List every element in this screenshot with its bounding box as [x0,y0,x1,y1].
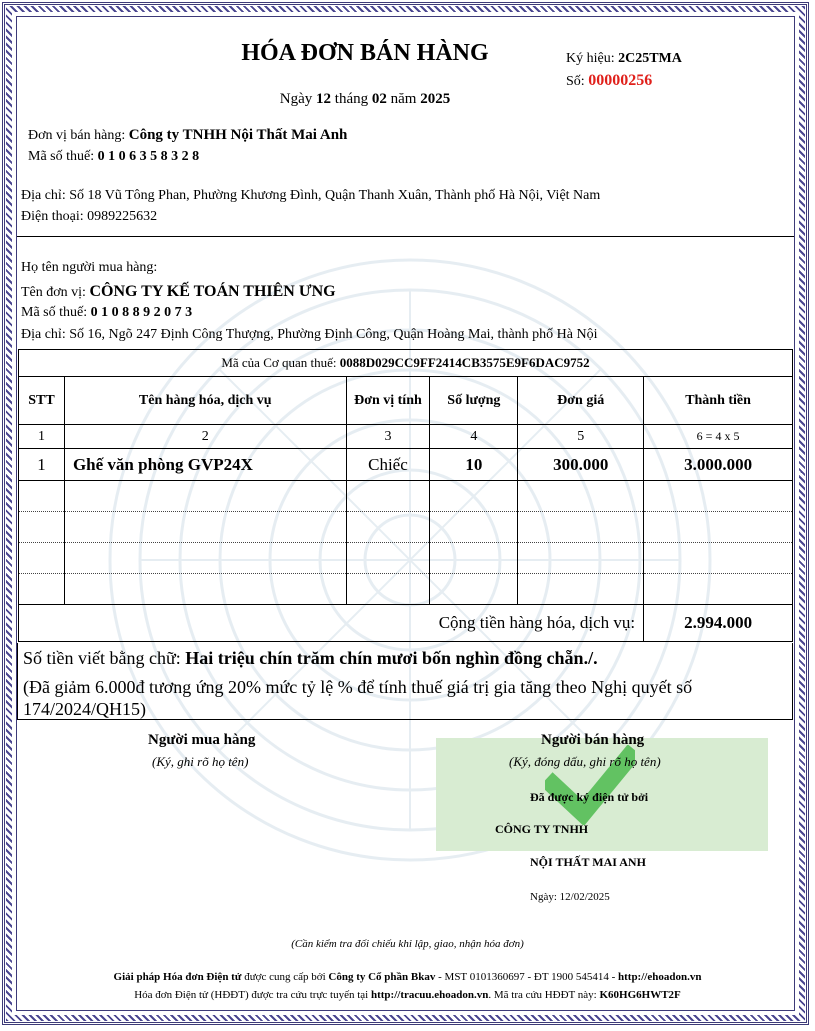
seller-tax-code: Mã số thuế: 0 1 0 6 3 5 8 3 2 8 [28,149,200,164]
signed-date: Ngày: 12/02/2025 [530,891,610,903]
lookup-line: Hóa đơn Điện tử (HĐĐT) được tra cứu trực tuyến tại http://tracuu.ehoadon.vn. Mã tra cứu HĐĐT này: K60HG6HWT2F [134,989,681,1001]
signed-company-line2: NỘI THẤT MAI ANH [530,855,646,869]
total-row [19,605,793,642]
empty-row [19,543,793,574]
table-row [19,449,793,481]
buyer-address: Địa chỉ: Số 16, Ngõ 247 Định Công Thượng, Phường Định Công, Quận Hoàng Mai, thành phố Hà Nội [21,327,598,342]
tax-authority-code: Mã của Cơ quan thuế: 0088D029CC9FF2414CB3575E9F6DAC9752 [19,350,793,377]
seller-name: Đơn vị bán hàng: Công ty TNHH Nội Thất Mai Anh [28,127,348,143]
buyer-signature-note: (Ký, ghi rõ họ tên) [152,754,249,769]
row-name: Ghế văn phòng GVP24X [64,449,346,481]
index-cell: 6 = 4 x 5 [644,425,793,449]
header-stt: STT [28,392,55,408]
empty-row [19,512,793,543]
invoice-serial: Ký hiệu: 2C25TMA [566,51,682,66]
divider [17,643,18,720]
row-stt: 1 [19,449,65,481]
seller-phone: Điện thoại: 0989225632 [21,209,158,224]
verification-note: (Cần kiểm tra đối chiếu khi lập, giao, nhận hóa đơn) [291,938,524,950]
row-qty: 10 [430,449,518,481]
empty-row [19,481,793,512]
table-header-row [19,377,793,425]
row-price: 300.000 [518,449,644,481]
index-cell: 1 [19,425,65,449]
buyer-unit: Tên đơn vị: CÔNG TY KẾ TOÁN THIÊN ƯNG [21,283,336,300]
header-price: Đơn giá [557,392,605,408]
amount-in-words: Số tiền viết bằng chữ: Hai triệu chín trăm chín mươi bốn nghìn đồng chẵn./. [23,648,598,668]
divider [17,236,794,237]
tracuu-link[interactable]: http://tracuu.ehoadon.vn [370,989,489,1001]
index-cell: 2 [64,425,346,449]
items-table [18,349,793,642]
header-name: Tên hàng hóa, dịch vụ [138,392,272,408]
divider [17,719,793,720]
tax-reduction-note: (Đã giảm 6.000đ tương ứng 20% mức tỷ lệ % để tính thuế giá trị gia tăng theo Nghị quyết số 174/2024/QH15) [23,677,693,719]
header-unit: Đơn vị tính [354,392,422,408]
header-qty: Số lượng [447,392,501,408]
ehoadon-link[interactable]: http://ehoadon.vn [618,971,702,983]
signed-company-line1: CÔNG TY TNHH [495,822,589,836]
row-unit: Chiếc [346,449,430,481]
seller-signature-note: (Ký, đóng dấu, ghi rõ họ tên) [509,754,661,769]
invoice-title: HÓA ĐƠN BÁN HÀNG [241,40,489,66]
seller-signature-title: Người bán hàng [541,732,645,748]
seller-address: Địa chỉ: Số 18 Vũ Tông Phan, Phường Khương Đình, Quận Thanh Xuân, Thành phố Hà Nội, Việt Nam [21,188,601,203]
row-amount: 3.000.000 [644,449,793,481]
total-value: 2.994.000 [644,605,793,642]
tax-authority-row [19,350,793,377]
provider-line: Giải pháp Hóa đơn Điện tử được cung cấp bởi Công ty Cổ phần Bkav - MST 0101360697 - ĐT 1900 545414 - http://ehoadon.vn [113,971,702,983]
divider [792,643,793,720]
table-index-row [19,425,793,449]
index-cell: 3 [346,425,430,449]
buyer-person: Họ tên người mua hàng: [21,260,158,275]
lookup-code: K60HG6HWT2F [599,989,681,1001]
header-amount: Thành tiền [685,392,751,408]
buyer-tax-code: Mã số thuế: 0 1 0 8 8 9 2 0 7 3 [21,305,193,320]
empty-row [19,574,793,605]
index-cell: 5 [518,425,644,449]
index-cell: 4 [430,425,518,449]
signed-by-label: Đã được ký điện tử bởi [530,790,649,804]
invoice-date: Ngày 12 tháng 02 năm 2025 [279,91,451,107]
buyer-signature-title: Người mua hàng [148,732,256,748]
invoice-number: Số: 00000256 [566,72,653,89]
total-label: Cộng tiền hàng hóa, dịch vụ: [19,605,644,642]
